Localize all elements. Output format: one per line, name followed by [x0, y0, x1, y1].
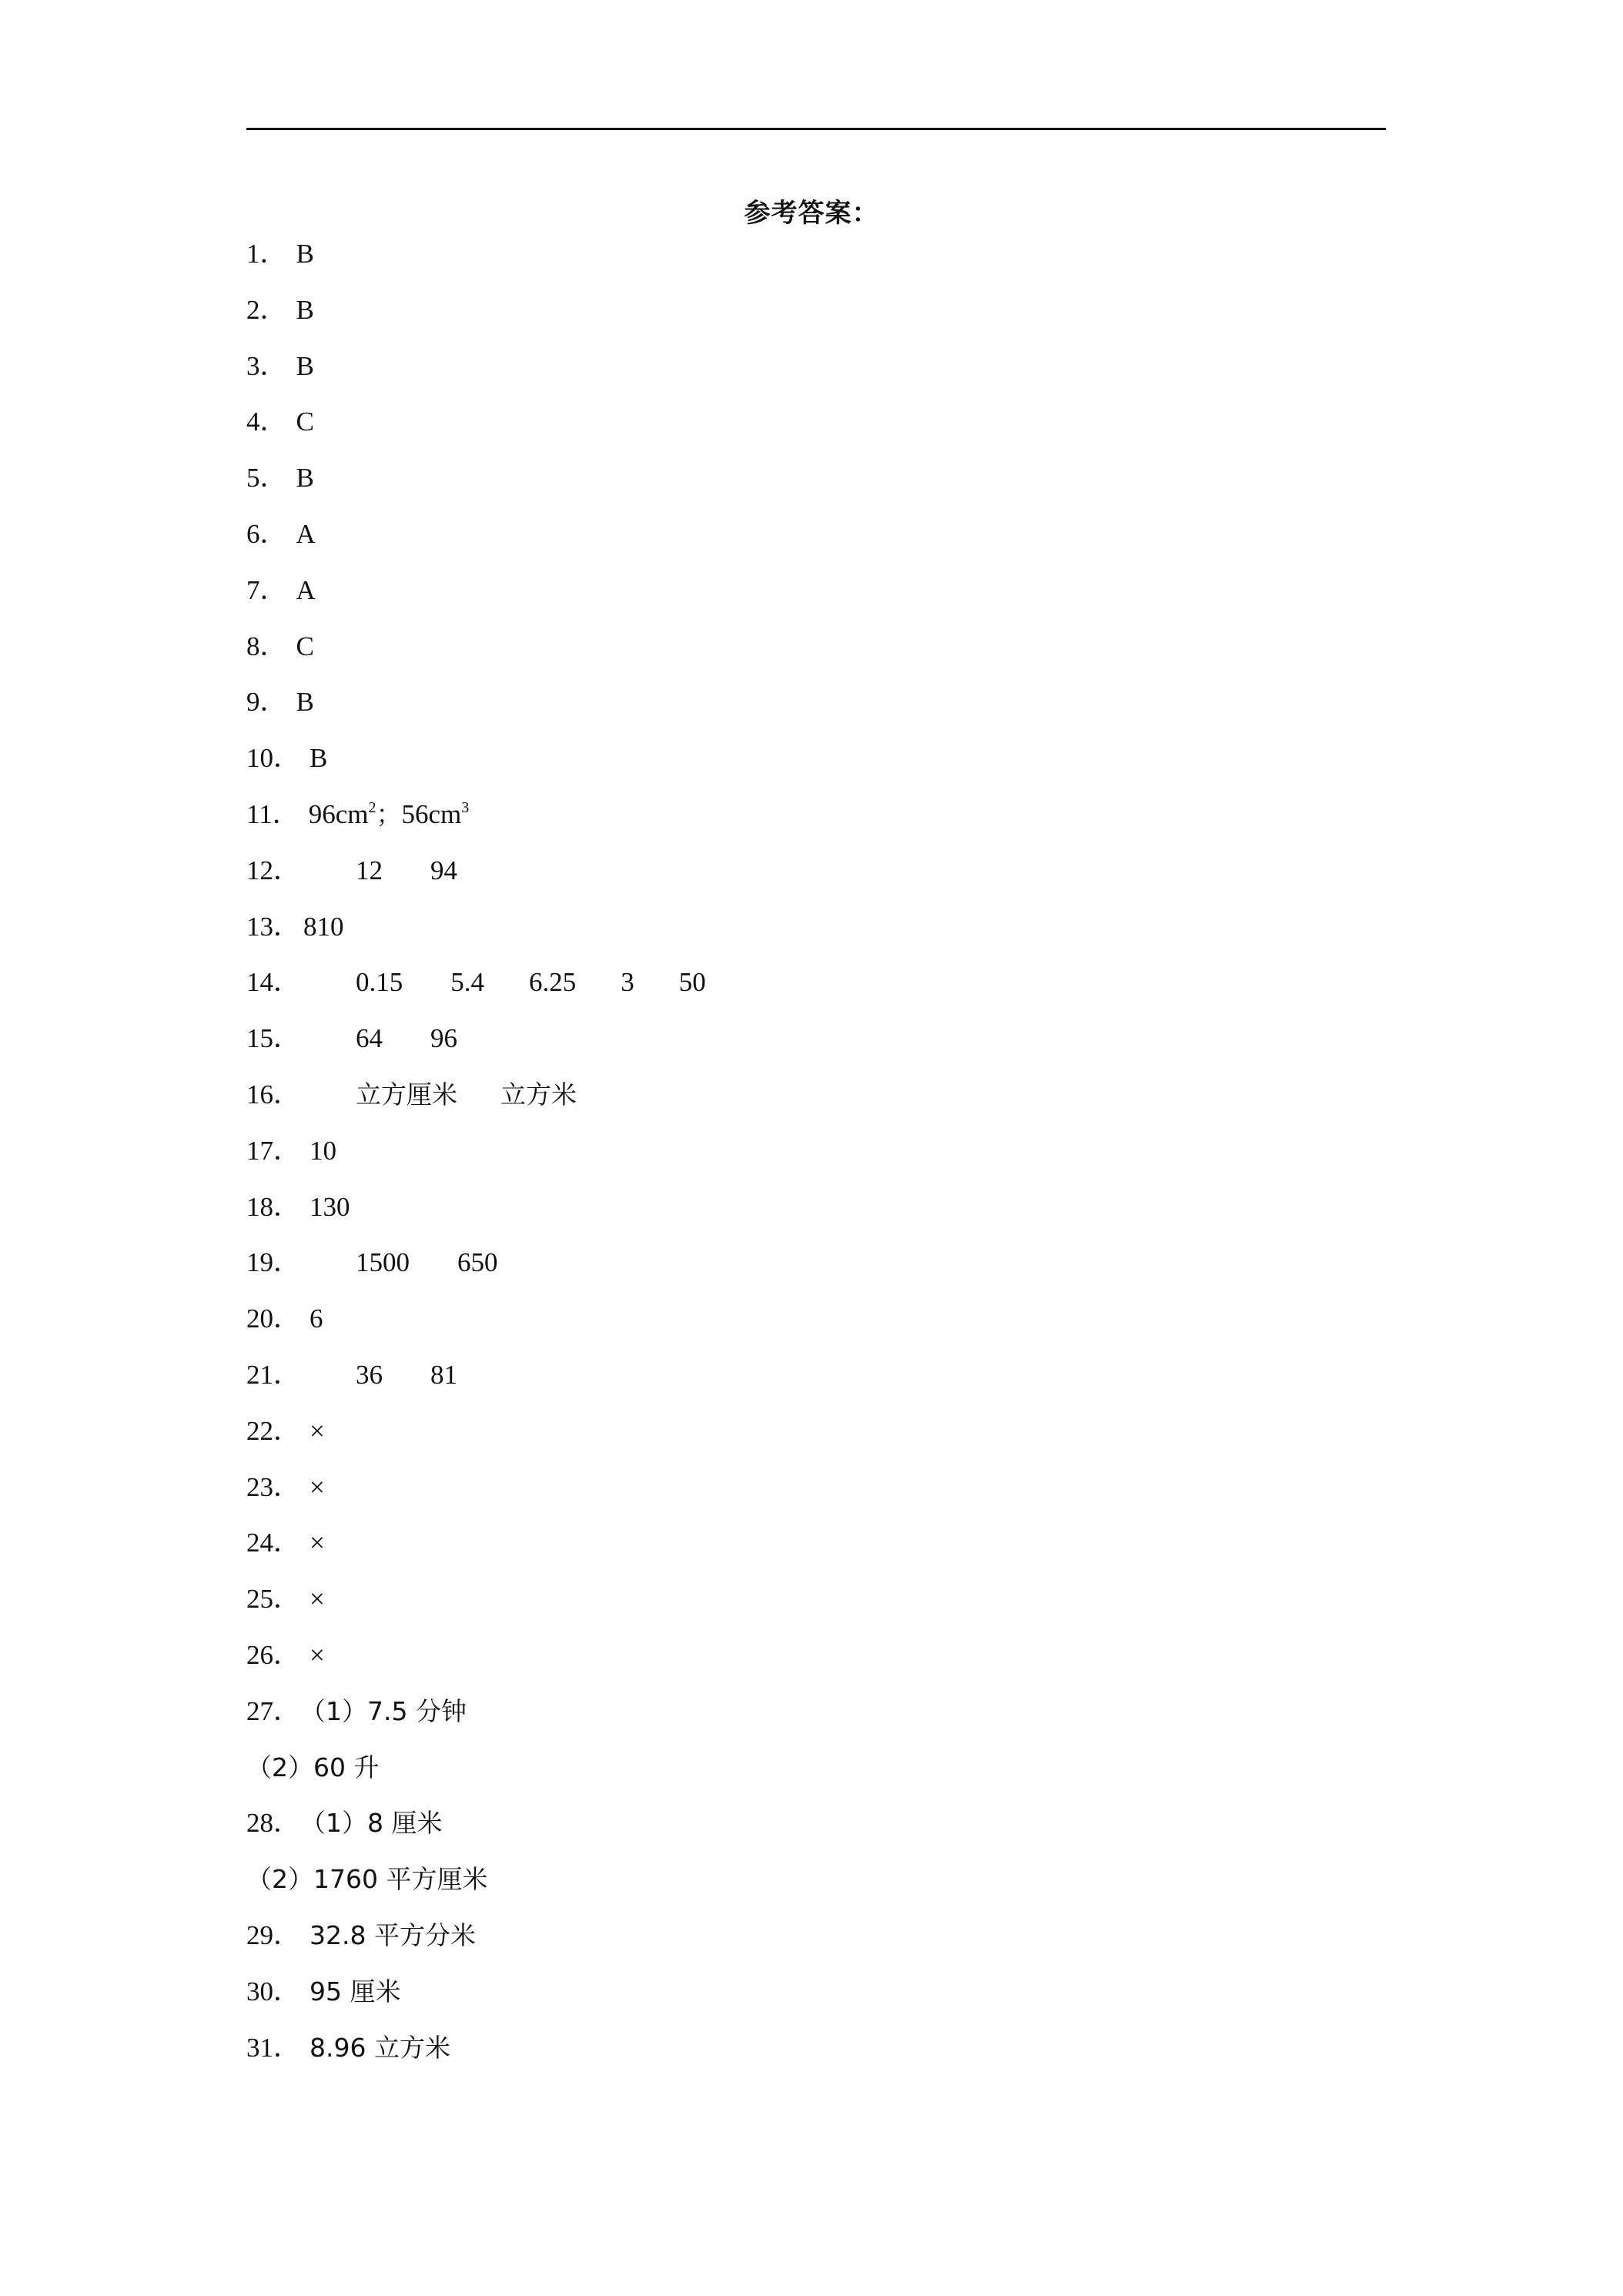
answer-row	[246, 795, 1386, 851]
blank-answer: 立方厘米	[356, 1079, 458, 1110]
answer-row	[246, 571, 1386, 627]
answer-row	[246, 1355, 1386, 1411]
answer-text: ×	[310, 1471, 325, 1502]
answer-row	[246, 290, 1386, 346]
answer-text: ×	[310, 1584, 325, 1615]
answer-row	[246, 1916, 1386, 1972]
answer-row	[246, 1411, 1386, 1468]
question-number: 21．	[246, 1359, 301, 1390]
question-number: 23．	[246, 1471, 301, 1502]
question-number: 14．	[246, 967, 301, 998]
question-number: 26．	[246, 1639, 301, 1670]
question-number: 20．	[246, 1304, 301, 1334]
answer-row	[246, 851, 1386, 907]
answer-row	[246, 402, 1386, 458]
question-number: 28．	[246, 1808, 301, 1839]
answer-text: B	[310, 743, 328, 774]
answer-text: 130	[310, 1191, 350, 1222]
question-number: 12．	[246, 855, 301, 885]
answer-row	[246, 514, 1386, 571]
question-number: 1．	[246, 239, 287, 269]
question-number: 27．	[246, 1695, 301, 1726]
answer-text: B	[296, 239, 314, 269]
question-number: 6．	[246, 518, 287, 549]
answer-text: 6	[310, 1304, 323, 1334]
header-rule	[246, 128, 1386, 130]
question-number: 9．	[246, 687, 287, 718]
answer-text: （2）60 升	[246, 1752, 380, 1782]
blank-answer: 3	[621, 967, 634, 998]
answer-text: B	[296, 294, 314, 325]
separator: ；	[376, 798, 402, 829]
answer-volume-value	[401, 799, 469, 829]
question-number: 8．	[246, 631, 287, 661]
answer-row	[246, 346, 1386, 403]
question-number: 31．	[246, 2032, 301, 2063]
answer-subrow	[246, 1748, 1386, 1804]
answer-text: （2）1760 平方厘米	[246, 1864, 488, 1895]
answer-text: C	[296, 407, 314, 437]
question-number: 24．	[246, 1528, 301, 1558]
answer-row	[246, 458, 1386, 514]
answer-text: 32.8 平方分米	[310, 1919, 476, 1950]
question-number: 15．	[246, 1023, 301, 1054]
blank-answer: 6.25	[529, 967, 577, 998]
answer-text: 95 厘米	[310, 1976, 401, 2006]
area-value: 96cm	[308, 798, 369, 829]
answer-text: A	[296, 518, 316, 549]
answer-row	[246, 1243, 1386, 1299]
answer-row	[246, 907, 1386, 963]
volume-exponent: 3	[461, 798, 470, 816]
question-number: 22．	[246, 1415, 301, 1446]
answer-row	[246, 1131, 1386, 1187]
answer-text: 810	[303, 911, 344, 942]
blank-answer: 650	[457, 1247, 498, 1278]
answer-row	[246, 1692, 1386, 1748]
answer-text: ×	[310, 1415, 325, 1446]
answer-text: B	[296, 350, 314, 381]
answer-row	[246, 1972, 1386, 2028]
answer-row	[246, 1579, 1386, 1635]
answer-row	[246, 1075, 1386, 1131]
answer-row	[246, 1523, 1386, 1579]
answer-row	[246, 234, 1386, 290]
answer-row	[246, 738, 1386, 795]
blank-answer: 1500	[356, 1247, 410, 1278]
answer-text: （1）8 厘米	[300, 1808, 443, 1839]
question-number: 17．	[246, 1135, 301, 1166]
volume-value: 56cm	[401, 798, 462, 829]
answer-row	[246, 627, 1386, 683]
answer-row	[246, 1803, 1386, 1859]
blank-answer: 81	[430, 1359, 458, 1390]
answer-subrow	[246, 1859, 1386, 1916]
answer-text: 10	[310, 1135, 337, 1166]
blank-answer: 12	[356, 855, 383, 885]
answer-text: 8.96 立方米	[310, 2032, 450, 2063]
blank-answer: 36	[356, 1359, 383, 1390]
answer-text: B	[296, 687, 314, 718]
answer-row	[246, 1019, 1386, 1075]
area-exponent: 2	[368, 798, 376, 816]
answer-row	[246, 1299, 1386, 1355]
question-number: 29．	[246, 1919, 301, 1950]
question-number: 4．	[246, 407, 287, 437]
blank-answer: 0.15	[356, 967, 403, 998]
answer-row	[246, 1635, 1386, 1692]
answer-row	[246, 1187, 1386, 1243]
question-number: 11．	[246, 798, 300, 829]
question-number: 13．	[246, 911, 301, 942]
answer-row	[246, 962, 1386, 1019]
question-number: 18．	[246, 1191, 301, 1222]
blank-answer: 94	[430, 855, 458, 885]
question-number: 25．	[246, 1584, 301, 1615]
question-number: 2．	[246, 294, 287, 325]
answer-text: A	[296, 574, 316, 605]
blank-answer: 立方米	[500, 1079, 577, 1110]
question-number: 30．	[246, 1976, 301, 2006]
answer-text: ×	[310, 1639, 325, 1670]
answer-text: C	[296, 631, 314, 661]
question-number: 5．	[246, 463, 287, 494]
question-number: 7．	[246, 574, 287, 605]
blank-answer: 5.4	[450, 967, 485, 998]
blank-answer: 96	[430, 1023, 458, 1054]
question-number: 19．	[246, 1247, 301, 1278]
answer-area-value	[309, 799, 376, 829]
question-number: 3．	[246, 350, 287, 381]
answer-text: B	[296, 463, 314, 494]
question-number: 10．	[246, 743, 301, 774]
question-number: 16．	[246, 1079, 301, 1110]
blank-answer: 50	[678, 967, 706, 998]
answer-list	[246, 234, 1386, 2083]
answer-row	[246, 2028, 1386, 2084]
answer-row	[246, 1468, 1386, 1524]
answer-text: （1）7.5 分钟	[300, 1695, 467, 1726]
blank-answer: 64	[356, 1023, 383, 1054]
answer-text: ×	[310, 1528, 325, 1558]
answer-row	[246, 682, 1386, 738]
page-title: 参考答案：	[744, 198, 879, 229]
